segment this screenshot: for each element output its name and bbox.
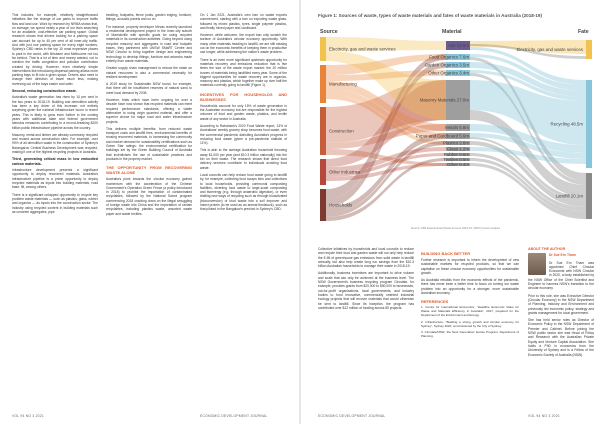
bio-text-3: She has held senior roles as Director of Economic Policy in the NSW Department of Premier and Cabinet. Before joining the NSW public sector she was Head of Policy and Research with the Australian Private Equity and Venture Capital Association. She holds a PhD in economics from the University of Sydney and is a Fellow of the Economic Society of Australia (NSW). <box>528 318 594 357</box>
left-column-3 <box>200 13 287 215</box>
lc2-paragraph-5: This delivers multiple benefits: from reduced waste transport costs and landfill fees, environmental benefits of reusing recovered materials, to harnessing the community and market demand for sustainability certifications such as Green Star ratings: the environmental certification for buildings set by the Green Building Council of Australia that incentivises the use of sustainable practices and products in the property market. <box>106 126 192 161</box>
fate-node-0 <box>586 40 592 59</box>
lc3-paragraph-4: Households account for only 15% of waste generation in the Australian economy but are responsible for the highest volumes of food and garden waste, plastics, and textile waste of any sector in Australia. <box>200 103 287 121</box>
source-node-0 <box>320 37 326 61</box>
rc2-paragraph-2: As Australia rebuilds from the economic effects of the pandemic, there has never been a better time to focus on turning our waste problem into an opportunity for a stronger, more sustainable Australian economy. <box>421 278 519 296</box>
material-label-4: Masonry Materials 27.0m <box>419 97 469 103</box>
left-page <box>0 0 299 424</box>
material-label-10: Textiles 0.5m <box>443 157 469 162</box>
source-label-3: Other Industries <box>329 169 361 175</box>
footer-journal-right: ECONOMIC DEVELOPMENT JOURNAL <box>318 414 386 418</box>
fate-node-1 <box>586 80 592 168</box>
lc3-paragraph-5: According to Rabobank's 2020 Food Waste report, 13% of Australians' weekly grocery shop becomes food waste, with the commercial pandemic dwindling Australia's progress in reducing food waste (given a pre-pandemic statistic of 11%). <box>200 123 287 146</box>
lc2-paragraph-7: Australia's pivot towards the circular economy gained momentum with the acceleration of the Chinese Government's Operation Green Fence (a policy introduced in 2018) to prohibit the importation of contaminated recyclables, followed by the National Sword program commencing 2018 cracking down on the illegal smuggling of foreign waste into China and the importation of certain recyclables, including plastics waste, unsorted waste paper and waste textiles. <box>106 177 192 216</box>
lc1-paragraph-3: Masonry, metal and timber are already commonly recycled and reused across construction sites. For example, over 90% of all demolition waste in the construction of Sydney's Barangaroo Central Business Development was recycled, making it one of the highest recycling projects in Australia. <box>12 132 98 155</box>
material-label-9: Rubber 0.6m <box>443 152 469 157</box>
source-node-4 <box>320 189 326 221</box>
rc2-paragraph-1: Further research is important to inform the development of new sustainable markets for recycled products, so that we can capitalise on these circular economy opportunities for sustainable growth. <box>421 258 519 275</box>
lc3-paragraph-0: On 1 Jan 2021, Australia's own ban on waste exports commenced, starting with a ban on exporting waste glass, followed by mixed plastics, tyres, single polymer plastics, and finally mixed paper and cardboard. <box>200 13 287 30</box>
left-column-1 <box>12 13 98 217</box>
lc1-heading-1: Second, reducing construction waste. <box>12 89 77 94</box>
material-label-11: Other 0.4m <box>447 162 469 167</box>
fate-label-0: Electricity, gas and waste services <box>516 47 583 52</box>
lc3-paragraph-6: This is akin to the average Australian household throwing away $1,000 per year (and $10.3 billion nationally) into the bin on their waste. The research shows that direct food delivery services contribute to individuals avoiding food waste. <box>200 148 287 170</box>
lc1-paragraph-5: Infrastructure development presents a significant opportunity to deploy recovered materials. Australia's infrastructure pipeline is a prime opportunity to deploy recycled materials as inputs into building materials, road base, fill, among others. <box>12 168 98 190</box>
material-label-7: Plastics 2.6m <box>442 140 469 146</box>
lc2-heading-6: THE OPPORTUNITY FROM RECOVERING WASTE ALONE <box>106 165 192 176</box>
fate-label-2: Landfill 20.1m <box>555 193 583 199</box>
bio-heading: ABOUT THE AUTHOR <box>528 247 566 251</box>
lc3-paragraph-2: There is an even more significant upstream opportunity for materials recovery and emissions reduction that is five times the size of the waste export market: the 20 million tonnes of materials being landfilled every year. Some of the biggest opportunities for waste recovery are in organics, masonry and plastics, which together make up over half the materials currently going to landfill (Figure 1). <box>200 57 287 88</box>
lc3-paragraph-7: Local councils can help reduce food waste going to landfill by, for example, collecting food scraps bins and collections to local households, providing communal composting facilities, diverting food waste to large-scale composting and bioenergy (e.g. through anaerobic digestion), or even trialling new ways of recycling such as through bioactivated (bioconversion) of food waste into a soil improver and insect protein (to be used as an animal feedstock), such as that piloted in the Bangalow's precinct in Sydney's CBD. <box>200 172 287 212</box>
lc3-paragraph-1: However, while welcome, the export ban only scratch the surface of Australia's circular economy opportunity. With many other materials heading to landfill, we are still missing out on the economic benefits of keeping them in productive use longer, while addressing the nation's waste problem. <box>200 33 287 55</box>
lc1-heading-4: Third, generating critical mass in low embodied carbon materials. <box>12 157 98 166</box>
rc1-paragraph-1: Additionally, business incentives are important to drive volume and scale that can only be achieved at the business level. The NSW Government's business recycling program Circulate, for example, provides grants from $20,000 to $50,000 to businesses, not-for-profit organisations, local governments, and industry bodies to fund innovative, commercially oriented industrial ecology projects that will recover materials that would otherwise be sent to landfill. Since its inception, the program has contributed over $12 million of funding across 85 projects. <box>318 271 414 310</box>
lc3-heading-3: INCENTIVES FOR HOUSEHOLDS AND BUSINESSES <box>200 91 287 102</box>
lc2-paragraph-1: For instance, property developer Mirvac recently launched a residential development project in the inner-city suburb of Marrickville with specific goals for using recycled materials in its construction activities. Going beyond using recycled masonry and aggregates in road and footpath bases, they partnered with UNSW SMaRT Centre and NSW Circular to bring together design and engineering technology to develop fittings, furniture and artworks made entirely from waste materials. <box>106 24 192 63</box>
material-label-8: Glass 1.2m <box>446 146 469 152</box>
author-photo <box>528 253 546 275</box>
lc1-paragraph-6: There is a significant untapped opportunity to recycle key problem waste materials — such as plastics, glass, rubber and organics — as inputs into the construction sector. The industry using recycled content in building materials such as concrete aggregates, pipe <box>12 192 98 214</box>
figure-title: Figure 1: Sources of waste, types of waste materials and fates of waste materials in Australia (2018-19) <box>318 13 542 18</box>
figure-source-note: Source: ABS Experimental Waste Account 2018-19, NSW Circular analysis <box>410 227 501 230</box>
fate-node-2 <box>586 173 592 219</box>
lc1-paragraph-0: This includes, for example, relatively straightforward initiatives like the change of car parks to improve traffic flow and land use. Work by research by NRMA shows that, on average, we spend nearly a year of our lives searching for an available, cost-effective car parking space. Global research shows that drivers looking for a parking space can account for up to 40 per cent of all inner-city traffic. And with just one parking space for every eight workers, Sydney's CBD ranks in the top 10 most expensive places to park in the world, with Brisbane and Melbourne not too far behind. That is a lot of time and money wasted, not to mention the traffic congestion and pollution contribution created by driving. However, even relatively simple interventions like introducing dispersal parking allows more parking bays to fit into a given space. Drivers also need to change their direction of travel much less, making reversing out of the bays easier and safer. <box>12 13 98 86</box>
source-node-1 <box>320 65 326 103</box>
source-node-2 <box>320 107 326 155</box>
rc2-paragraph-4: 1. Centre for International Economics, "Headline Economic Value for Waste and Materials Efficiency in Australia", 2017, prepared for the Department of the Environment and Energy. <box>421 305 519 317</box>
bio-name: Dr Sue Ern Tham <box>549 253 576 258</box>
bio-text-1: Dr Sue Ern Tham was appointed Chief Circular Economist with NSW Circular in 2020, a body established by the NSW Office of the Chief Scientist and Engineer to harness NSW's transition to the circular economy. <box>528 260 594 291</box>
source-label-0: Electricity, gas and waste services <box>329 46 396 52</box>
rc2-heading-3: REFERENCES <box>421 299 449 305</box>
material-label-6: Paper and Cardboard 5.6m <box>415 133 469 139</box>
footer-volume-right: VOL 94 NO 3 2021 <box>528 414 560 418</box>
lc2-paragraph-4: However, trials which have been ongoing for over a decade have now shown that recycled materials can meet required performance standards, offering a viable alternative to using virgin quarried material, and offer a superior choice for major road and water infrastructure projects. <box>106 98 192 124</box>
lc2-paragraph-3: A 2019 study for Sustainable NSW found, for example, that there will be insufficient reserves of natural sand to meet local demand by 2036. <box>106 82 192 95</box>
rc2-paragraph-6: 3. Circulate/NSW, 'the Next Generation' Excise Program, Department of Planning. <box>421 330 519 339</box>
material-label-5: Metals 5.8m <box>445 125 469 130</box>
column-head-source: Source <box>320 29 338 35</box>
sankey-diagram <box>318 35 594 224</box>
source-label-2: Construction <box>329 128 354 134</box>
bio-text-2: Prior to this role, she was Executive Director (Circular Economy) in the NSW Department of Planning, Industry and Environment and previously led economic policy, strategy and grants management for local government. <box>528 293 594 315</box>
source-node-3 <box>320 159 326 185</box>
material-label-3: Other Organics 3.4m <box>428 70 469 76</box>
right-column-2 <box>421 247 519 342</box>
rc2-paragraph-5: 2. Infrastructure, "Building a strong growth and circular economy for Sydney", Sydney 2020, commissioned by the City of Sydney. <box>421 319 519 328</box>
material-label-1: Food Organics 7.6m <box>429 54 469 60</box>
left-column-2 <box>106 13 192 219</box>
rc2-heading-0: BUILDING BACK BETTER <box>421 251 471 256</box>
author-bio <box>528 247 594 360</box>
column-head-material: Material <box>442 29 462 35</box>
source-label-4: Households <box>329 202 353 208</box>
material-label-0: Ash 12.5m <box>448 43 469 48</box>
footer-volume: VOL 94 NO 3 2021 <box>12 414 44 418</box>
material-label-2: Garden Organics 3.5m <box>424 62 469 68</box>
column-head-fate: Fate <box>578 29 589 35</box>
lc1-paragraph-2: Australia's waste generation has risen by 10 per cent in the two years to 2018-19. Building and demolition activity has been a key driver of this increase: not entirely surprising given the national infrastructure boom in recent years. This is likely to grow even further in the coming years with additional state and federal government stimulus measures contributing to a record-breaking $200 billion public infrastructure pipeline across the country. <box>12 95 98 130</box>
lc2-paragraph-0: bedding, footpaths, fence posts, garden edging, furniture, fittings, acoustic panels and so on. <box>106 13 192 22</box>
source-label-1: Manufacturing <box>329 81 357 87</box>
lc2-paragraph-2: Greater supply chain management to reduce the strain on natural resources is also a commercial necessity for resilient development. <box>106 66 192 79</box>
fate-label-1: Recycling 48.5m <box>550 121 583 127</box>
rc1-paragraph-0: Collective initiatives by households and local councils to reduce and recycle their food and garden waste will not only help reduce the 8 Mt of greenhouse gas emissions from solid waste in landfill annually, but also help create long run savings from the $10.3 billion Australian households to manage their waste in 2018-19. <box>318 247 414 269</box>
footer-journal: ECONOMIC DEVELOPMENT JOURNAL <box>200 414 268 418</box>
right-column-1 <box>318 247 414 313</box>
